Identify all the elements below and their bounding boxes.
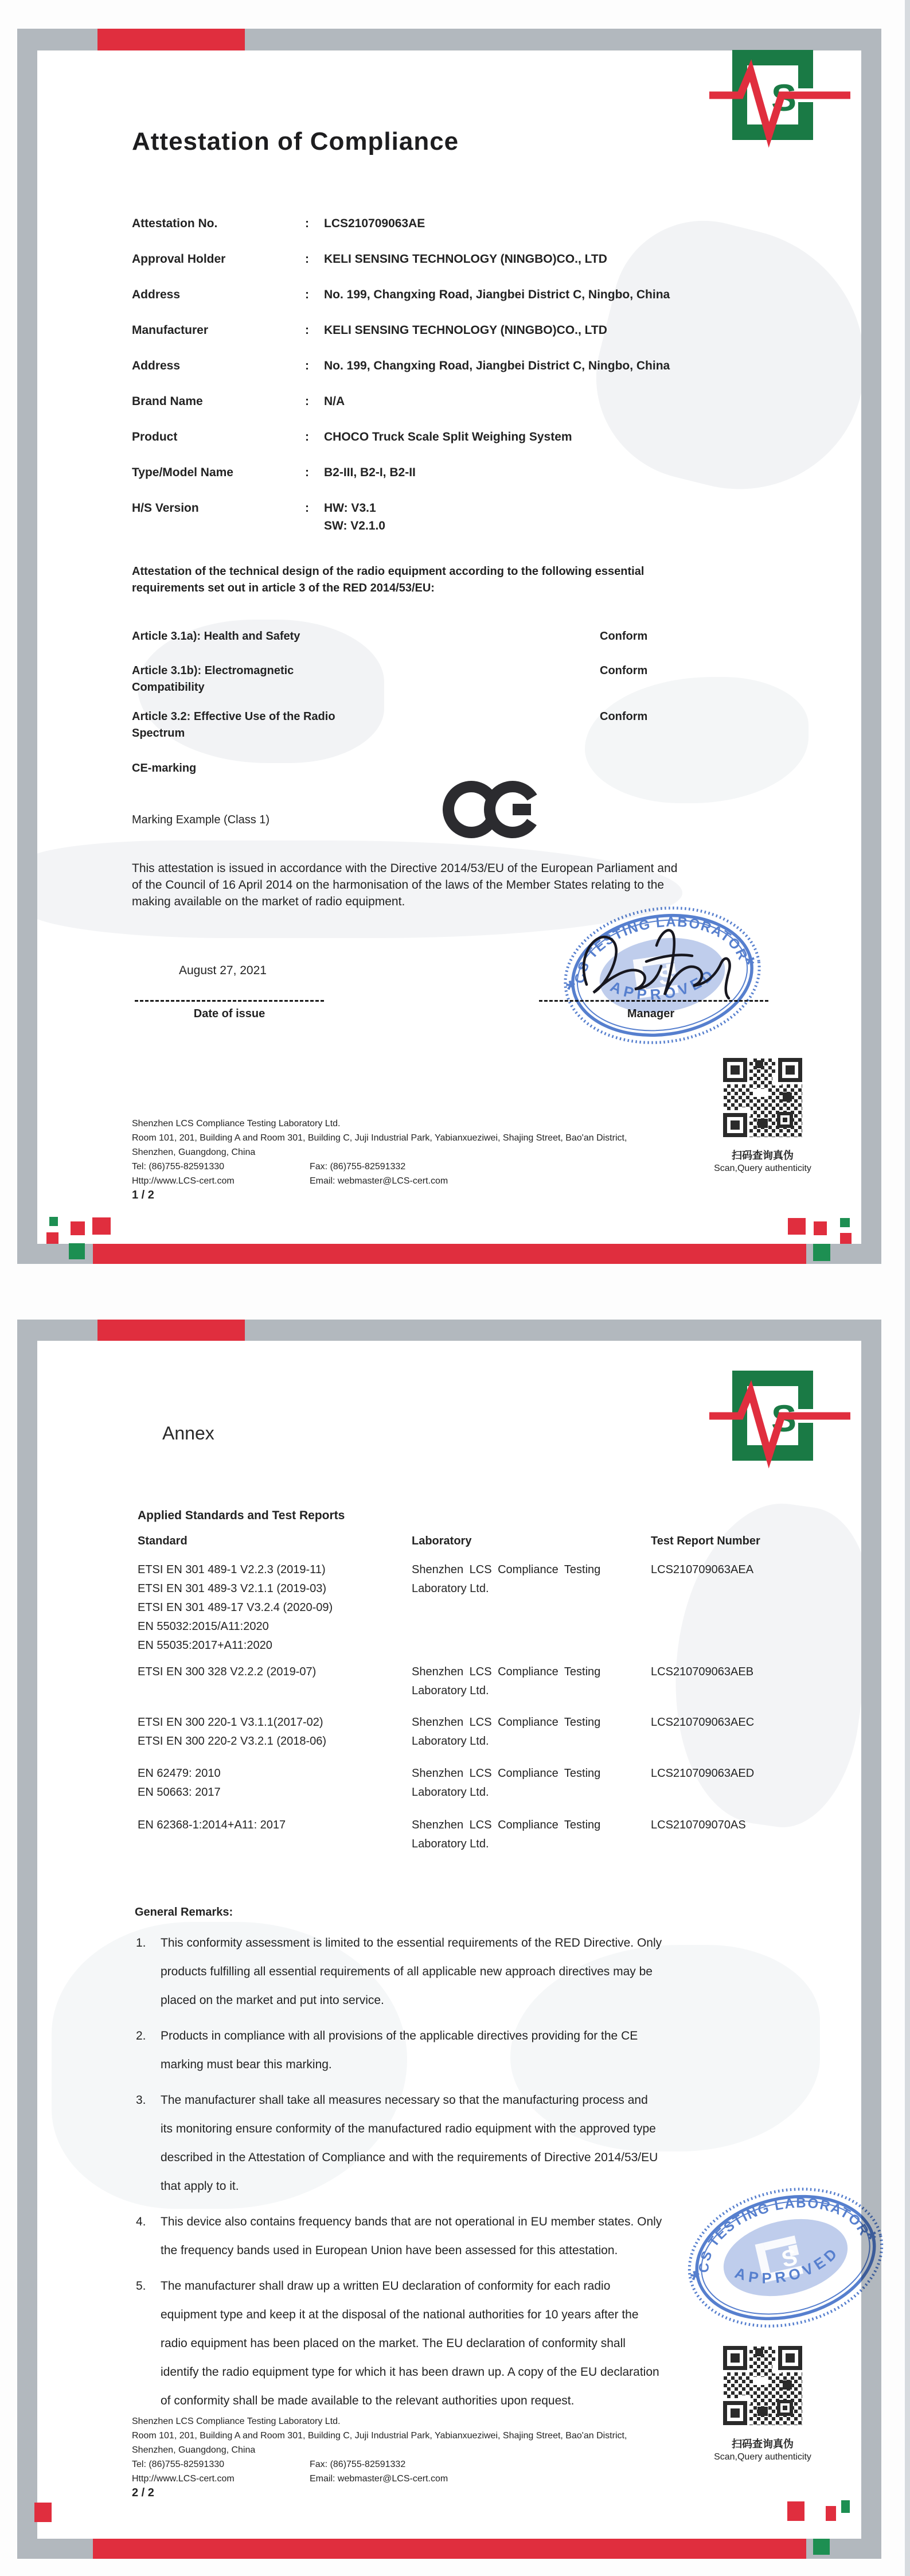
remark-number: 2. — [136, 2029, 146, 2042]
footer-fax: Fax: (86)755-82591332 — [310, 1162, 406, 1172]
manager-label: Manager — [627, 1007, 675, 1020]
remark-line: marking must bear this marking. — [161, 2058, 332, 2071]
standard-cell-line: ETSI EN 300 220-1 V3.1.1(2017-02) — [138, 1716, 323, 1729]
footer-email: Email: webmaster@LCS-cert.com — [310, 2474, 448, 2484]
report-cell: LCS210709063AEC — [651, 1716, 755, 1729]
field-colon: : — [305, 324, 309, 337]
ce-marking-label: CE-marking — [132, 762, 197, 775]
article-status: Conform — [600, 630, 648, 643]
field-label: Brand Name — [132, 395, 203, 408]
standard-cell-line: ETSI EN 300 328 V2.2.2 (2019-07) — [138, 1666, 317, 1678]
laboratory-cell-line: Shenzhen LCS Compliance Testing — [412, 1767, 601, 1780]
field-colon: : — [305, 217, 309, 230]
report-cell: LCS210709063AEA — [651, 1563, 754, 1576]
laboratory-cell-line: Shenzhen LCS Compliance Testing — [412, 1716, 601, 1729]
laboratory-cell-line: Laboratory Ltd. — [412, 1786, 489, 1799]
footer-tel: Tel: (86)755-82591330 — [132, 1162, 225, 1172]
date-of-issue-value: August 27, 2021 — [179, 964, 267, 977]
standard-cell-line: EN 50663: 2017 — [138, 1786, 221, 1799]
remark-line: placed on the market and put into service. — [161, 1994, 384, 2007]
remark-line: its monitoring ensure conformity of the manufactured radio equipment with the approved type — [161, 2122, 656, 2135]
field-colon: : — [305, 359, 309, 372]
standard-cell-line: EN 55032:2015/A11:2020 — [138, 1620, 269, 1633]
field-colon: : — [305, 501, 309, 515]
remark-line: of conformity shall be made available to the relevant authorities upon request. — [161, 2394, 575, 2407]
article-label: Article 3.1b): Electromagnetic — [132, 664, 294, 677]
footer-address-line2: Shenzhen, Guangdong, China — [132, 1147, 256, 1157]
laboratory-cell-line: Shenzhen LCS Compliance Testing — [412, 1666, 601, 1678]
laboratory-cell-line: Laboratory Ltd. — [412, 1684, 489, 1697]
field-label: Manufacturer — [132, 324, 209, 337]
table-header-laboratory: Laboratory — [412, 1535, 472, 1547]
remark-line: equipment type and keep it at the disposal of the national authorities for 10 years after the — [161, 2308, 639, 2321]
field-value: No. 199, Changxing Road, Jiangbei District C, Ningbo, China — [324, 359, 670, 372]
statement-line: of the Council of 16 April 2014 on the harmonisation of the laws of the Member States relating to the — [132, 878, 665, 892]
footer-web: Http://www.LCS-cert.com — [132, 2474, 235, 2484]
statement-line: making available on the market of radio equipment. — [132, 895, 405, 908]
field-label: Address — [132, 359, 181, 372]
date-of-issue-label: Date of issue — [193, 1007, 265, 1020]
general-remarks-heading: General Remarks: — [135, 1906, 233, 1919]
remark-line: Products in compliance with all provisions of the applicable directives providing for the CE — [161, 2029, 638, 2042]
footer-address-line1: Room 101, 201, Building A and Room 301, Building C, Juji Industrial Park, Yabianxueziwei, Shajing Street, Bao'an District, — [132, 1133, 627, 1143]
remark-line: This conformity assessment is limited to the essential requirements of the RED Directive. Only — [161, 1936, 662, 1949]
field-label: Type/Model Name — [132, 466, 233, 479]
remark-number: 5. — [136, 2279, 146, 2293]
page-number: 2 / 2 — [132, 2486, 154, 2499]
qr-caption-cn: 扫码查询真伪 — [732, 1150, 794, 1161]
remark-line: described in the Attestation of Compliance and with the requirements of Directive 2014/53/EU — [161, 2151, 658, 2164]
field-colon: : — [305, 430, 309, 443]
remark-line: the frequency bands used in European Union have been assessed for this attestation. — [161, 2244, 618, 2257]
field-label: Approval Holder — [132, 252, 226, 266]
field-value: KELI SENSING TECHNOLOGY (NINGBO)CO., LTD — [324, 324, 607, 337]
laboratory-cell-line: Shenzhen LCS Compliance Testing — [412, 1819, 601, 1831]
footer-company: Shenzhen LCS Compliance Testing Laboratory Ltd. — [132, 2417, 341, 2426]
footer-tel: Tel: (86)755-82591330 — [132, 2460, 225, 2469]
report-cell: LCS210709063AEB — [651, 1666, 754, 1678]
article-status: Conform — [600, 664, 648, 677]
statement-line: This attestation is issued in accordance with the Directive 2014/53/EU of the European Parliament and — [132, 862, 678, 875]
remark-number: 1. — [136, 1936, 146, 1949]
annex-title: Annex — [162, 1423, 214, 1443]
qr-caption-cn: 扫码查询真伪 — [732, 2438, 794, 2450]
attestation-heading-line: requirements set out in article 3 of the RED 2014/53/EU: — [132, 582, 435, 594]
footer-email: Email: webmaster@LCS-cert.com — [310, 1176, 448, 1186]
field-label: Attestation No. — [132, 217, 218, 230]
remark-line: The manufacturer shall draw up a written EU declaration of conformity for each radio — [161, 2279, 611, 2293]
standard-cell-line: ETSI EN 300 220-2 V3.2.1 (2018-06) — [138, 1735, 327, 1748]
remark-line: radio equipment has been placed on the market. The EU declaration of conformity shall — [161, 2337, 626, 2350]
field-value: N/A — [324, 395, 345, 408]
article-label: Spectrum — [132, 727, 185, 740]
remark-line: The manufacturer shall take all measures necessary so that the manufacturing process and — [161, 2094, 648, 2107]
standard-cell-line: EN 62368-1:2014+A11: 2017 — [138, 1819, 286, 1831]
field-value: KELI SENSING TECHNOLOGY (NINGBO)CO., LTD — [324, 252, 607, 266]
footer-fax: Fax: (86)755-82591332 — [310, 2460, 406, 2469]
ce-mark-icon — [443, 777, 540, 842]
remark-number: 3. — [136, 2094, 146, 2107]
remark-line: This device also contains frequency bands that are not operational in EU member states. Only — [161, 2215, 662, 2228]
standard-cell-line: EN 62479: 2010 — [138, 1767, 221, 1780]
field-value: CHOCO Truck Scale Split Weighing System — [324, 430, 572, 443]
page-number: 1 / 2 — [132, 1189, 154, 1201]
field-colon: : — [305, 395, 309, 408]
article-label: Compatibility — [132, 681, 205, 694]
table-header-standard: Standard — [138, 1535, 188, 1547]
page-2-annex — [17, 1320, 881, 2559]
attestation-heading-line: Attestation of the technical design of the radio equipment according to the following essential — [132, 565, 645, 578]
standard-cell-line: ETSI EN 301 489-3 V2.1.1 (2019-03) — [138, 1582, 327, 1595]
report-cell: LCS210709063AED — [651, 1767, 755, 1780]
footer-web: Http://www.LCS-cert.com — [132, 1176, 235, 1186]
field-label: Address — [132, 288, 181, 301]
remark-line: that apply to it. — [161, 2180, 239, 2193]
field-label: H/S Version — [132, 501, 199, 515]
section-heading: Applied Standards and Test Reports — [138, 1509, 345, 1522]
field-value: LCS210709063AE — [324, 217, 425, 230]
article-status: Conform — [600, 710, 648, 723]
field-label: Product — [132, 430, 178, 443]
article-label: Article 3.1a): Health and Safety — [132, 630, 300, 643]
field-value: SW: V2.1.0 — [324, 519, 385, 532]
footer-address-line1: Room 101, 201, Building A and Room 301, Building C, Juji Industrial Park, Yabianxueziwei, Shajing Street, Bao'an District, — [132, 2431, 627, 2441]
page-1-attestation — [17, 29, 881, 1264]
field-colon: : — [305, 288, 309, 301]
laboratory-cell-line: Laboratory Ltd. — [412, 1735, 489, 1748]
field-value: B2-III, B2-I, B2-II — [324, 466, 416, 479]
footer-company: Shenzhen LCS Compliance Testing Laboratory Ltd. — [132, 1119, 341, 1129]
standard-cell-line: EN 55035:2017+A11:2020 — [138, 1639, 272, 1652]
field-colon: : — [305, 252, 309, 266]
table-header-report: Test Report Number — [651, 1535, 760, 1547]
date-signature-line — [135, 1000, 324, 1002]
remark-line: identify the radio equipment type for which it has been drawn up. A copy of the EU declaration — [161, 2365, 659, 2379]
laboratory-cell-line: Laboratory Ltd. — [412, 1838, 489, 1850]
field-value: No. 199, Changxing Road, Jiangbei District C, Ningbo, China — [324, 288, 670, 301]
qr-caption-en: Scan,Query authenticity — [714, 2452, 811, 2462]
qr-caption-en: Scan,Query authenticity — [714, 1164, 811, 1173]
standard-cell-line: ETSI EN 301 489-17 V3.2.4 (2020-09) — [138, 1601, 333, 1614]
report-cell: LCS210709070AS — [651, 1819, 746, 1831]
marking-example-label: Marking Example (Class 1) — [132, 814, 270, 826]
page-title: Attestation of Compliance — [132, 127, 459, 155]
field-value: HW: V3.1 — [324, 501, 376, 515]
qr-code — [720, 1054, 806, 1141]
remark-line: products fulfilling all essential requirements of all applicable new approach directives may be — [161, 1965, 653, 1978]
article-label: Article 3.2: Effective Use of the Radio — [132, 710, 335, 723]
footer-address-line2: Shenzhen, Guangdong, China — [132, 2445, 256, 2455]
scan-edge — [905, 0, 910, 2576]
remark-number: 4. — [136, 2215, 146, 2228]
laboratory-cell-line: Laboratory Ltd. — [412, 1582, 489, 1595]
laboratory-cell-line: Shenzhen LCS Compliance Testing — [412, 1563, 601, 1576]
standard-cell-line: ETSI EN 301 489-1 V2.2.3 (2019-11) — [138, 1563, 326, 1576]
manager-signature — [571, 911, 754, 1014]
qr-code — [720, 2342, 806, 2429]
field-colon: : — [305, 466, 309, 479]
approval-stamp-seal — [679, 2183, 892, 2332]
